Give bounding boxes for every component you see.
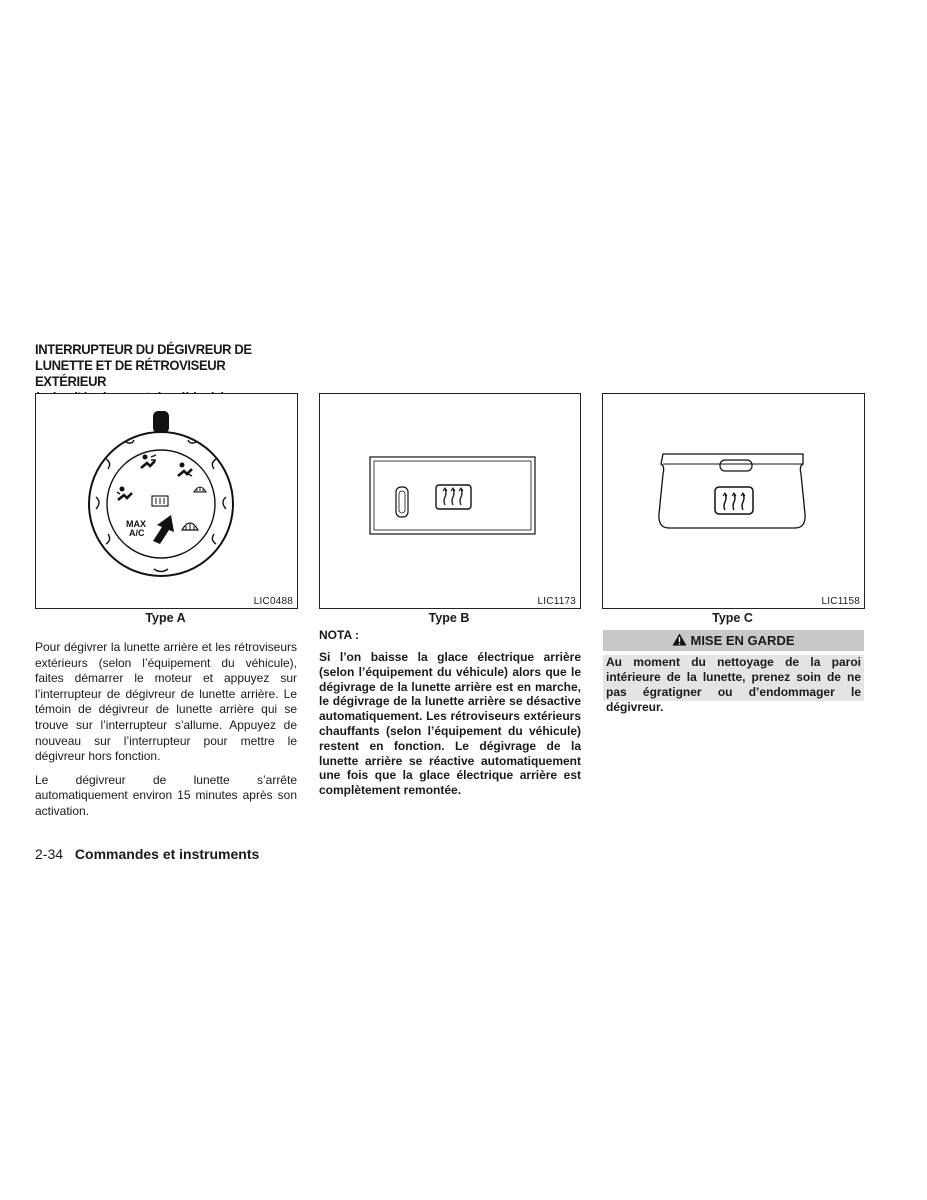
nota-text: Si l’on baisse la glace électrique arrière (selon l’équipement du véhicule) alors que le dégivrage de la lunette arrière est en marche, le dégivrage de la lunette arrière se désactive automatiquement. Les rétroviseurs extérieurs chauffants (selon l’équipement du véhicule) restent en fonction. Le dégivrage de la lunette arrière se réactive automatiquement une fois que la glace électrique arrière est complètement remontée. [319,650,581,798]
figure-caption-c: Type C [712,611,753,625]
figure-caption-a: Type A [145,611,186,625]
front-defrost-icon [182,523,198,530]
figure-caption-b: Type B [428,611,470,625]
ac-label: A/C [129,528,145,538]
paragraph-1: Pour dégivrer la lunette arrière et les rétroviseurs extérieurs (selon l’équipement du véhicule), faites démarrer le moteur et appuyez sur l’interrupteur de dégivreur de lunette arrière. Le témoin de dégivreur de lunette arrière qui se trouve sur l’interrupteur s’allume. Appuyez de nouveau sur l’interrupteur pour mettre le dégivreur hors fonction. [35,640,297,764]
paragraph-2: Le dégivreur de lunette s’arrête automatiquement environ 15 minutes après son activation. [35,772,297,818]
warning-text: Au moment du nettoyage de la paroi intérieure de la lunette, prenez soin de ne pas égratigner ou d’endommager le dégivreur. [603,655,864,701]
section-title: Commandes et instruments [74,846,260,862]
switch-panel-b-illustration [320,394,580,608]
heading-line-1: INTERRUPTEUR DU DÉGIVREUR DE [35,341,252,357]
page-number: 2-34 [35,846,64,862]
figure-type-c [602,393,865,609]
rear-defrost-icon [152,496,168,506]
figure-type-a [35,393,298,609]
vent-floor-icon [117,487,132,501]
mix-defrost-icon [194,487,206,492]
indicator-slot-icon [720,460,752,471]
figure-type-b [319,393,581,609]
dial-knob-tab [153,411,169,433]
warning-header [603,630,864,651]
window-switch-icon [396,487,408,517]
vent-face-icon [141,455,156,469]
warning-triangle-icon [672,633,687,649]
body-text [35,640,297,828]
pointer-arrow-icon [153,515,174,544]
switch-panel-c-illustration [603,394,864,608]
climate-control-dial-illustration [36,394,297,608]
dial-outer-ring [89,432,233,576]
nota-title: NOTA : [319,628,359,642]
figure-code: LIC0488 [253,596,293,607]
heading-line-2: LUNETTE ET DE RÉTROVISEUR EXTÉRIEUR [35,357,226,389]
rear-defrost-icon [715,487,753,514]
vent-bilevel-icon [178,463,192,477]
max-label: MAX [126,519,146,529]
warning-title: MISE EN GARDE [690,633,795,648]
figure-code: LIC1158 [821,596,860,607]
figure-code: LIC1173 [537,596,576,607]
rear-defrost-icon [436,485,471,509]
page-footer [35,846,259,862]
